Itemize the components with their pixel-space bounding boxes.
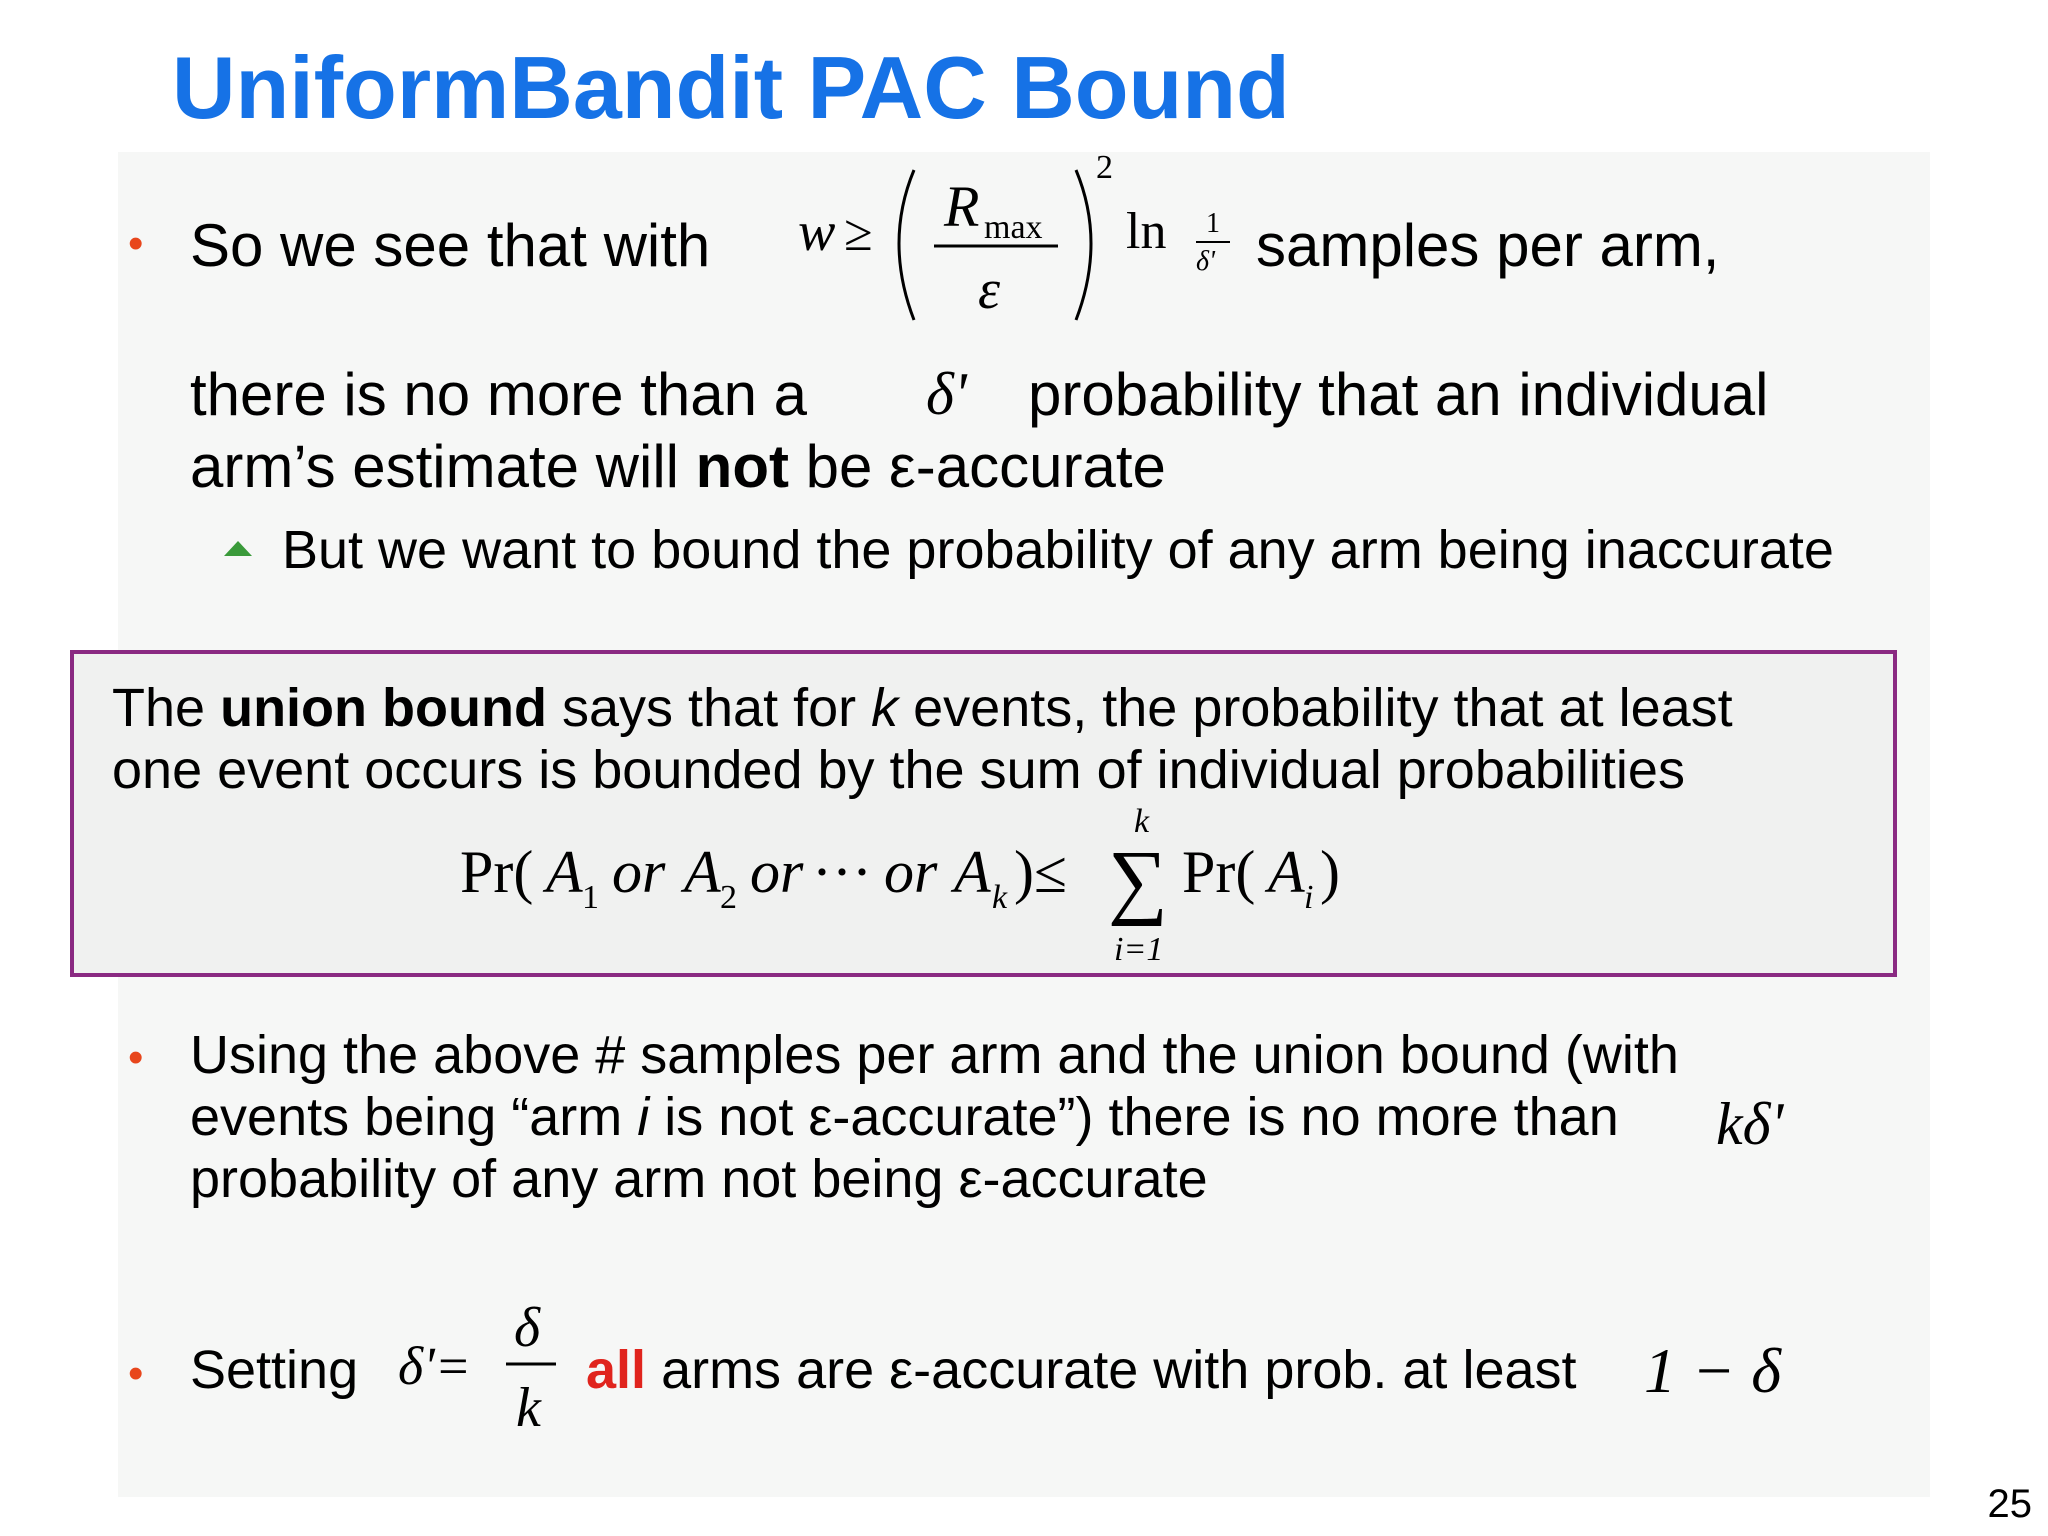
svg-text:Pr(: Pr( xyxy=(460,839,534,905)
union-line2: one event occurs is bounded by the sum of individual probabilities xyxy=(112,740,1685,800)
result-formula xyxy=(1642,1326,1802,1416)
slide-title: UniformBandit PAC Bound xyxy=(172,38,1290,137)
svg-text:A: A xyxy=(684,839,721,905)
bullet-dot: • xyxy=(128,219,144,268)
svg-text:δ: δ xyxy=(514,1297,541,1359)
formula-max: max xyxy=(984,209,1043,246)
bullet3-text: all arms are ε-accurate with prob. at least xyxy=(586,1340,1577,1400)
svg-text:δ': δ' xyxy=(926,361,967,427)
svg-text:or: or xyxy=(750,839,804,905)
union-bound-formula xyxy=(460,800,1360,970)
formula-dprime: δ' xyxy=(1196,246,1216,277)
bullet1-trail: samples per arm, xyxy=(1256,212,1720,279)
formula-geq: ≥ xyxy=(844,205,873,262)
emphasis-all: all xyxy=(586,1340,647,1400)
svg-text:1 − δ: 1 − δ xyxy=(1644,1335,1781,1406)
svg-text:or: or xyxy=(884,839,938,905)
formula-eps: ε xyxy=(978,259,1001,321)
delta-setting-formula xyxy=(396,1290,576,1460)
svg-text:)≤: )≤ xyxy=(1014,839,1067,905)
svg-text:δ'=: δ'= xyxy=(398,1336,472,1396)
svg-text:∑: ∑ xyxy=(1108,834,1168,927)
bullet1-lead: So we see that with xyxy=(190,212,711,279)
page-number: 25 xyxy=(1987,1482,2032,1526)
bullet1-line2-before: there is no more than a xyxy=(190,361,808,428)
svg-text:1: 1 xyxy=(582,879,599,916)
k-delta-prime-formula xyxy=(1714,1082,1834,1162)
emphasis-not: not xyxy=(695,433,789,500)
formula-w: w xyxy=(798,201,836,263)
svg-text:Pr(: Pr( xyxy=(1182,839,1256,905)
formula-exp: 2 xyxy=(1096,149,1113,186)
bullet2-line2: events being “arm i is not ε-accurate”) there is no more than xyxy=(190,1087,1619,1147)
bullet-dot: • xyxy=(128,1349,144,1398)
bullet2-line1: Using the above # samples per arm and the union bound (with xyxy=(190,1025,1679,1085)
bullet1-subbullet: But we want to bound the probability of any arm being inaccurate xyxy=(282,520,1834,580)
bullet1-line3: arm’s estimate will not be ε-accurate xyxy=(190,433,1166,500)
svg-text:i=1: i=1 xyxy=(1114,931,1164,968)
svg-text:2: 2 xyxy=(720,879,737,916)
svg-text:): ) xyxy=(1320,839,1340,905)
svg-text:A: A xyxy=(546,839,583,905)
svg-text:A: A xyxy=(1268,839,1305,905)
svg-text:k: k xyxy=(1134,803,1150,840)
union-line1: The union bound says that for k events, the probability that at least xyxy=(112,678,1733,738)
bullet3-setting: Setting xyxy=(190,1340,359,1400)
subbullet-triangle-icon xyxy=(224,541,252,556)
svg-text:k: k xyxy=(992,879,1008,916)
sample-bound-formula xyxy=(796,150,1256,340)
bullet2-line3: probability of any arm not being ε-accurate xyxy=(190,1149,1208,1209)
svg-text:k: k xyxy=(516,1377,541,1439)
right-paren xyxy=(1076,170,1091,320)
svg-text:kδ': kδ' xyxy=(1716,1091,1784,1157)
formula-ln: ln xyxy=(1126,203,1167,260)
delta-prime-formula xyxy=(924,352,1024,432)
formula-one: 1 xyxy=(1206,208,1220,239)
svg-text:or: or xyxy=(612,839,666,905)
formula-R: R xyxy=(944,174,980,239)
svg-text:i: i xyxy=(1304,879,1314,916)
left-paren xyxy=(899,170,914,320)
bullet-dot: • xyxy=(128,1033,144,1082)
svg-text:A: A xyxy=(954,839,991,905)
svg-text:···: ··· xyxy=(812,839,872,905)
bullet1-line2-after: probability that an individual xyxy=(1028,361,1769,428)
